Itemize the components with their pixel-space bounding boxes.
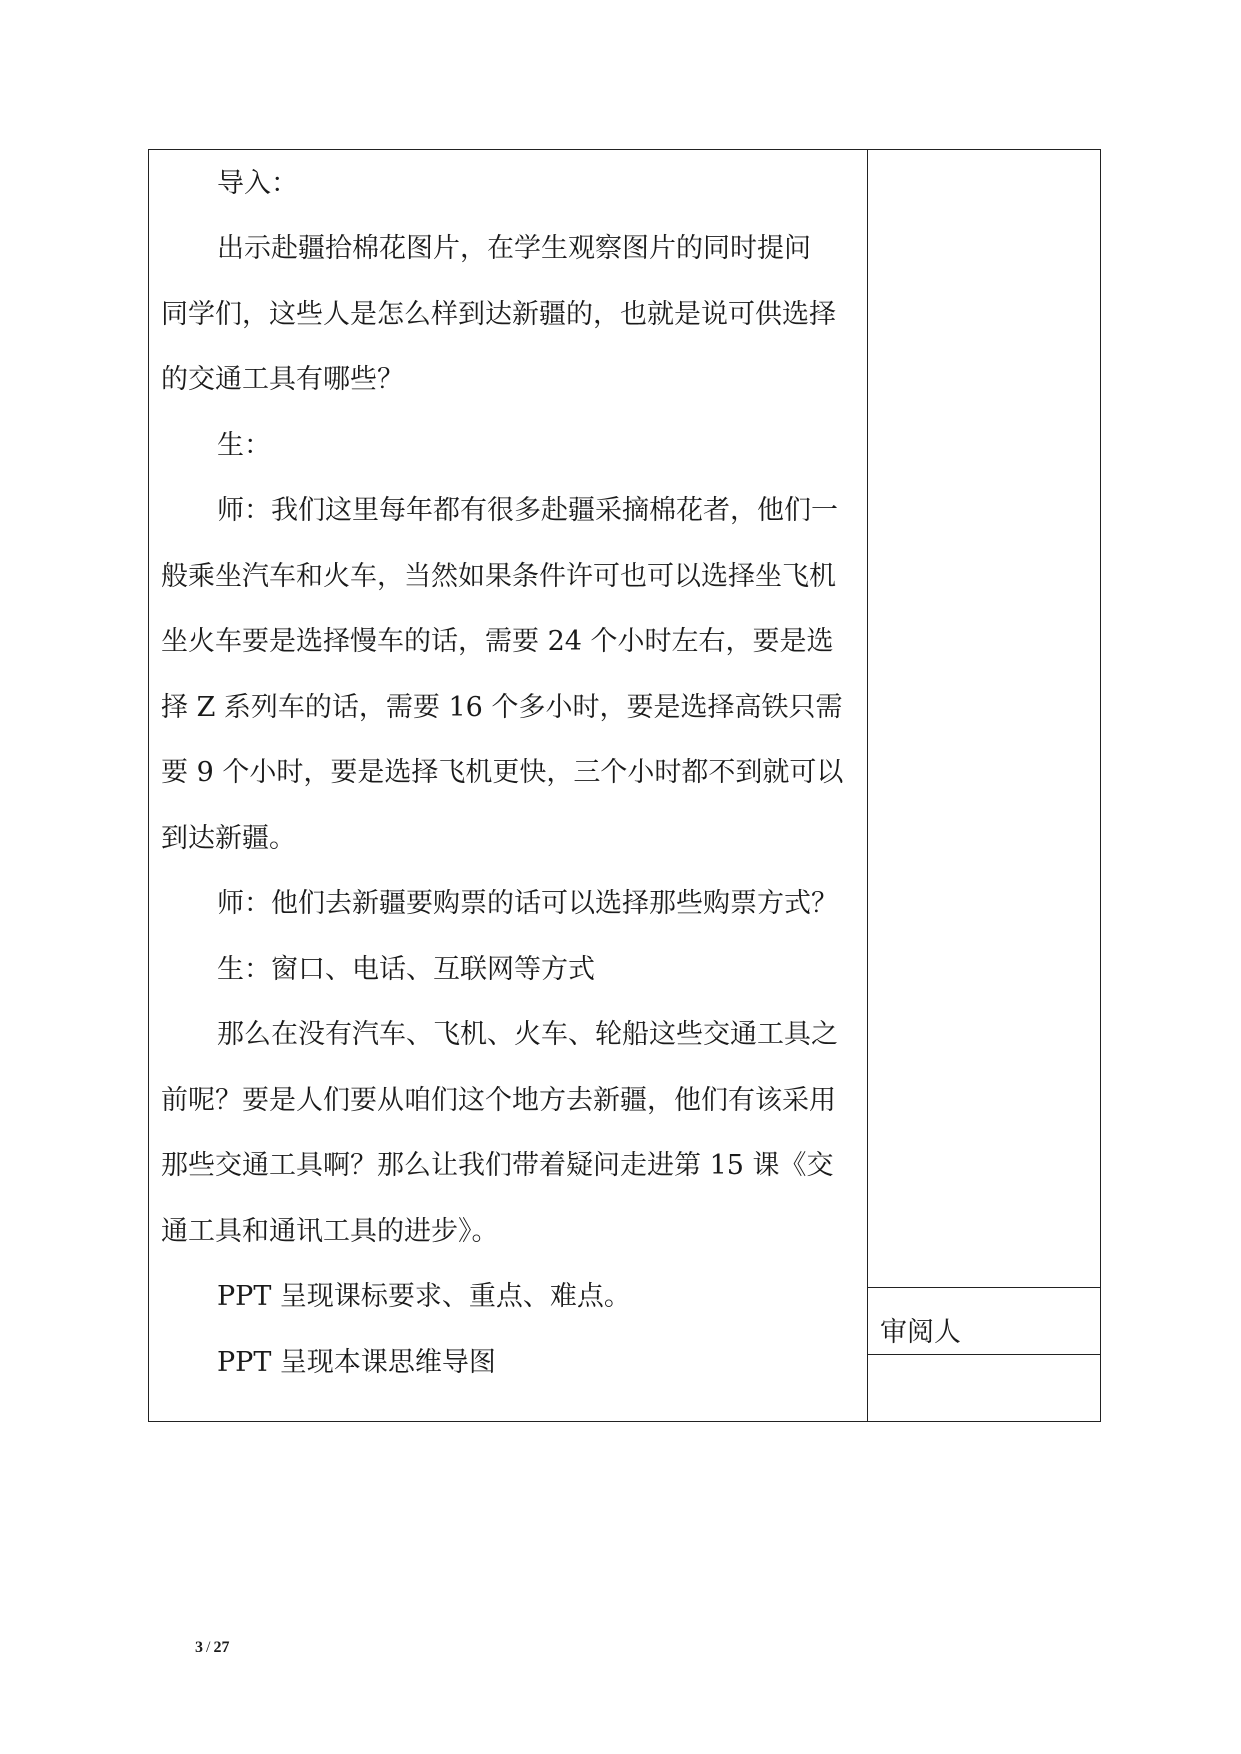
paragraph-line: 前呢？要是人们要从咱们这个地方去新疆，他们有该采用: [161, 1085, 836, 1116]
paragraph-line: 坐火车要是选择慢车的话，需要 24 个小时左右，要是选: [161, 626, 834, 657]
lesson-plan-table: [148, 149, 1101, 1422]
side-notes-cell: [868, 150, 1100, 1421]
paragraph-line: 师：我们这里每年都有很多赴疆采摘棉花者，他们一: [217, 495, 838, 526]
student-response-line: 生：窗口、电话、互联网等方式: [217, 954, 595, 985]
page-total: 27: [213, 1639, 230, 1656]
paragraph-line: 通工具和通讯工具的进步》。: [161, 1216, 499, 1247]
paragraph-line: 到达新疆。: [161, 823, 296, 854]
paragraph-line: 师：他们去新疆要购票的话可以选择那些购票方式？: [217, 888, 838, 919]
page-separator: /: [206, 1639, 211, 1656]
paragraph-line: PPT 呈现本课思维导图: [217, 1347, 496, 1378]
paragraph-line: 择 Z 系列车的话，需要 16 个多小时，要是选择高铁只需: [161, 692, 843, 723]
reviewer-label: 审阅人: [880, 1317, 961, 1348]
paragraph-line: 的交通工具有哪些？: [161, 364, 404, 395]
paragraph-line: 般乘坐汽车和火车，当然如果条件许可也可以选择坐飞机: [161, 561, 836, 592]
paragraph-line: 那些交通工具啊？那么让我们带着疑问走进第 15 课《交: [161, 1150, 834, 1181]
student-response-line: 生：: [217, 430, 271, 461]
paragraph-line: 那么在没有汽车、飞机、火车、轮船这些交通工具之: [217, 1019, 838, 1050]
divider: [868, 1287, 1100, 1288]
page-current: 3: [195, 1639, 203, 1656]
paragraph-line: 出示赴疆拾棉花图片，在学生观察图片的同时提问: [217, 233, 811, 264]
section-heading-intro: 导入：: [217, 168, 298, 199]
paragraph-line: 同学们，这些人是怎么样到达新疆的，也就是说可供选择: [161, 299, 836, 330]
reviewer-signature-field: [868, 1355, 1100, 1421]
lesson-content-cell: [149, 150, 868, 1421]
paragraph-line: 要 9 个小时，要是选择飞机更快，三个小时都不到就可以: [161, 757, 844, 788]
page-number: [195, 1639, 229, 1657]
paragraph-line: PPT 呈现课标要求、重点、难点。: [217, 1281, 631, 1312]
